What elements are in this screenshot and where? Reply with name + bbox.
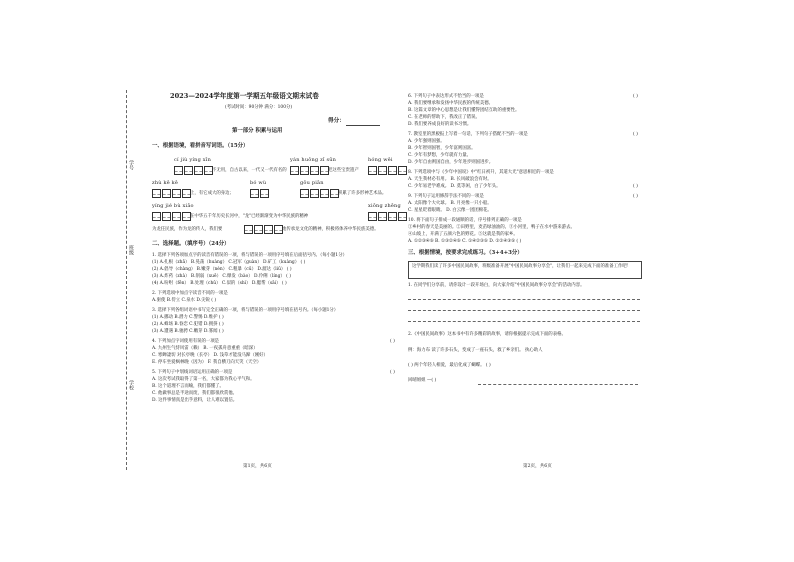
writing-grid-9[interactable] bbox=[244, 225, 283, 234]
q5-option-b: B. 这个道理不言而喻，我们都懂了。 bbox=[152, 384, 224, 389]
writing-grid-2[interactable] bbox=[290, 166, 329, 175]
story-row-example: 例：海力布 读了许多石头，变成了一座石头，救了乡亲们。 执心助人 bbox=[408, 348, 543, 353]
score-line bbox=[346, 125, 380, 126]
passage-line-1b: 把这些宝贵遗产 bbox=[328, 168, 359, 173]
q1-option-1: (1) A.扎根（zhā） B.晃荡（huàng） C.冠军（guàn） D.矿工（kuàng） ( ) bbox=[152, 260, 306, 265]
passage-line-2b: 积累了许多形神艺术品。 bbox=[338, 191, 387, 196]
q10-sentence-2: ④山坡上，开满了五颜六色的野花。⑤这就是我的家乡。 bbox=[408, 232, 518, 237]
q8-option-cd: C. 少年易老学难成。 D. 莫等闲，白了少年头。 bbox=[408, 184, 501, 189]
binding-label-class: 班级 bbox=[128, 245, 134, 255]
writing-grid-5[interactable] bbox=[250, 189, 269, 198]
writing-grid-4[interactable] bbox=[152, 189, 191, 198]
q8-answer-paren: ( ) bbox=[633, 184, 638, 189]
page-2-footer: 第2页，共6页 bbox=[523, 464, 552, 469]
section-2-title: 二、选择题。（填序号）（24分） bbox=[152, 241, 230, 247]
q5-option-d: D. 这件事情真是出乎意料，让人难以置信。 bbox=[152, 398, 238, 403]
pinyin-line-3a: yíng jié bù xiǎo bbox=[152, 203, 194, 209]
pinyin-line-2c: gǒu piān bbox=[300, 180, 324, 186]
q9-option-ab: A. 太阳像个大火球。 B. 月亮像一只小船。 bbox=[408, 201, 492, 206]
q2-options: A.驱使 B.侍立 C.泉水 D.尖锐 ( ) bbox=[152, 298, 217, 303]
task-1: 1. 在同学们分享前，请你设计一段开场白，向大家介绍"中国民间故事分享会"的活动内容。 bbox=[408, 283, 585, 288]
q3-option-3: (3) A.遭遇 B.驰骋 C.嫩芽 D.寡闻 ( ) bbox=[152, 329, 224, 334]
question-6: 6. 下列句子中表达形式不恰当的一项是 bbox=[408, 94, 484, 99]
binding-label-school: 学校 bbox=[128, 380, 134, 390]
q6-option-a: A. 我们要继承和发扬中华民族的传统美德。 bbox=[408, 101, 493, 106]
q10-options: A. ①②③④⑤ B. ①③②④⑤ C. ①④②③⑤ D. ①②④③⑤ ( ) bbox=[408, 239, 522, 244]
q3-option-1: (1) A.挪动 B.潜力 C.警惕 D.维护 ( ) bbox=[152, 315, 224, 320]
q7-answer-paren: ( ) bbox=[633, 132, 638, 137]
passage-line-3: 在中华五千年历史长河中，"龙"已经渐渐变为中华民族的精神 bbox=[190, 214, 309, 219]
answer-line-3[interactable] bbox=[408, 321, 640, 322]
writing-grid-6[interactable] bbox=[300, 189, 339, 198]
section-3-title: 三、根据情境，按要求完成练习。（3+4+3分） bbox=[408, 250, 523, 256]
q5-option-a: A. 这次考试我取得了第一名，大家都为我心平气和。 bbox=[152, 377, 255, 382]
q9-answer-paren: ( ) bbox=[633, 194, 638, 199]
pinyin-line-1c: hóng wěi bbox=[368, 157, 393, 163]
q4-option-2: C. 寒蝉凄切 对长亭晚（长亭） D. 浅草才能没马蹄（刚好） bbox=[152, 353, 268, 358]
q4-answer-paren: ( ) bbox=[390, 339, 395, 344]
pinyin-line-2b: bó wù bbox=[250, 180, 267, 186]
exam-title: 2023—2024学年度第一学期五年级语文期末试卷 bbox=[170, 92, 319, 100]
question-1: 1. 选择下列各项加点字的读音有错误的一项，将与错误的一项用序号填在后面括号内。（每小题1分） bbox=[152, 253, 347, 258]
answer-line-2[interactable] bbox=[408, 310, 640, 311]
score-label: 得分： bbox=[328, 118, 345, 124]
q10-sentence-1: ①乡村的春天是美丽的。②田野里，麦苗绿油油的。③小河里，鸭子在水中游来游去。 bbox=[408, 225, 575, 230]
question-2: 2. 下列选项中加点字读音不同的一项是 bbox=[152, 291, 228, 296]
pinyin-line-2a: zhù kě kě bbox=[152, 180, 179, 186]
passage-line-1: 不无用，自古以来，一代又一代有名的 bbox=[212, 168, 287, 173]
writing-grid-8[interactable] bbox=[368, 212, 407, 221]
story-answer-line[interactable] bbox=[478, 384, 638, 385]
passage-line-4b: 地传承龙文化的精神，积极将体养中华民族美德。 bbox=[282, 227, 379, 232]
exam-page-2 bbox=[408, 80, 738, 480]
question-3: 3. 选择下列各组词语中书写完全正确的一项，将与错误的一项用序号填在括号内。（每小题1分） bbox=[152, 308, 339, 313]
q7-option-b: B. 少年智则国智，少年富则国富。 bbox=[408, 146, 476, 151]
q1-option-3: (3) A.炸药（zhà） B.削弱（xuē） C.爆发（bào） D.伶俐（líng） ( ) bbox=[152, 274, 291, 279]
q9-option-cd: C. 星星眨着眼睛。 D. 白云像一团团棉花。 bbox=[408, 208, 492, 213]
pinyin-line-1b: yán huǒng zǐ sūn bbox=[290, 157, 337, 163]
pinyin-line-3b: xiōng zhēng bbox=[368, 203, 401, 209]
q6-answer-paren: ( ) bbox=[633, 94, 638, 99]
q4-option-1: A. 九州生气恃风雷（赖） B. 一夜孤舟意重重（暗深） bbox=[152, 346, 258, 351]
q5-answer-paren: ( ) bbox=[390, 370, 395, 375]
answer-line-1[interactable] bbox=[408, 299, 640, 300]
q7-option-a: A. 少年强则国强。 bbox=[408, 139, 445, 144]
question-8: 8. 下列选项中与《少年中国说》中"红日初升，其道大光"意思相近的一项是 bbox=[408, 170, 554, 175]
task-2: 2.《中国民间故事》这本书中有许多精彩的故事，请你根据提示完成下面的表格。 bbox=[408, 332, 566, 337]
q6-option-b: B. 这篇文章的中心思想是让我们懂得团结互助的重要性。 bbox=[408, 108, 520, 113]
scenario-box bbox=[408, 261, 642, 279]
binding-line bbox=[126, 90, 127, 470]
writing-grid-7[interactable] bbox=[152, 212, 191, 221]
q6-option-c: C. 在老师的帮助下，我改正了错误。 bbox=[408, 115, 480, 120]
q7-option-c: C. 少年有梦想，少年就有力量。 bbox=[408, 153, 472, 158]
question-5: 5. 下列句子中划线词语运用正确的一项是 bbox=[152, 370, 233, 375]
q1-option-2: (2) A.倡导（chàng） B.嫩芽（nèn） C.粗暴（cū） D.溜达（liū） ( ) bbox=[152, 267, 292, 272]
question-7: 7. 教室里的黑板报上写着一句话，下列句子搭配不当的一项是 bbox=[408, 132, 528, 137]
passage-line-2: 上，有它成大的身边； bbox=[190, 191, 234, 196]
page-1-footer: 第1页，共6页 bbox=[243, 464, 272, 469]
passage-line-4: 为龙任民族，作为龙的传人，我们要 bbox=[152, 227, 223, 232]
story-row-2[interactable]: 回晴姐姐 —( ) bbox=[408, 378, 437, 383]
q7-option-d: D. 少年自由则国自由，少年进步则国进步。 bbox=[408, 160, 494, 165]
q5-option-c: C. 他做事总是半途而废，我们都很欣赏他。 bbox=[152, 391, 238, 396]
q3-option-2: (2) A.蜂场 B.眷恋 C.犯错 D.拥挤 ( ) bbox=[152, 322, 224, 327]
question-9: 9. 下列句子运用修辞手法不同的一项是 bbox=[408, 194, 484, 199]
exam-meta: (考试时间：90分钟 满分：100分) bbox=[225, 105, 293, 110]
question-10: 10. 将下面句子排成一段通顺的话，序号排列正确的一项是 bbox=[408, 218, 522, 223]
writing-grid-1[interactable] bbox=[174, 166, 213, 175]
q6-option-d: D. 我们要养成良好的读书习惯。 bbox=[408, 122, 472, 127]
binding-label-id: 学号 bbox=[128, 160, 134, 170]
q4-option-3: E. 停车坐爱枫林晚（因为） F. 我自横刀向天笑（天空） bbox=[152, 360, 262, 365]
q8-option-ab: A. 天生我材必有用。 B. 长风破浪会有时。 bbox=[408, 177, 492, 182]
pinyin-line-1a: cí jiù yíng xīn bbox=[174, 157, 212, 163]
scenario-text: 这学期我们读了许多中国民间故事，班级准备开展"中国民间故事分享会"，让我们一起来完成下面的准备工作吧！ bbox=[412, 264, 632, 269]
question-4: 4. 下列加点字词使用有误的一项是 bbox=[152, 339, 220, 344]
part1-title: 第一部分 积累与运用 bbox=[232, 128, 283, 134]
q1-option-4: (4) A.吩咐（fēn） B.处理（chǔ） C.似的（shì） D.腮帮（sāi） ( ) bbox=[152, 281, 287, 286]
section-1-title: 一、根据语境，看拼音写词语。（15分） bbox=[152, 143, 249, 149]
writing-grid-3[interactable] bbox=[368, 166, 407, 175]
story-row-1[interactable]: ( ) 两个年轻人相爱，最后化成了蝴蝶。 ( ) bbox=[408, 363, 491, 368]
